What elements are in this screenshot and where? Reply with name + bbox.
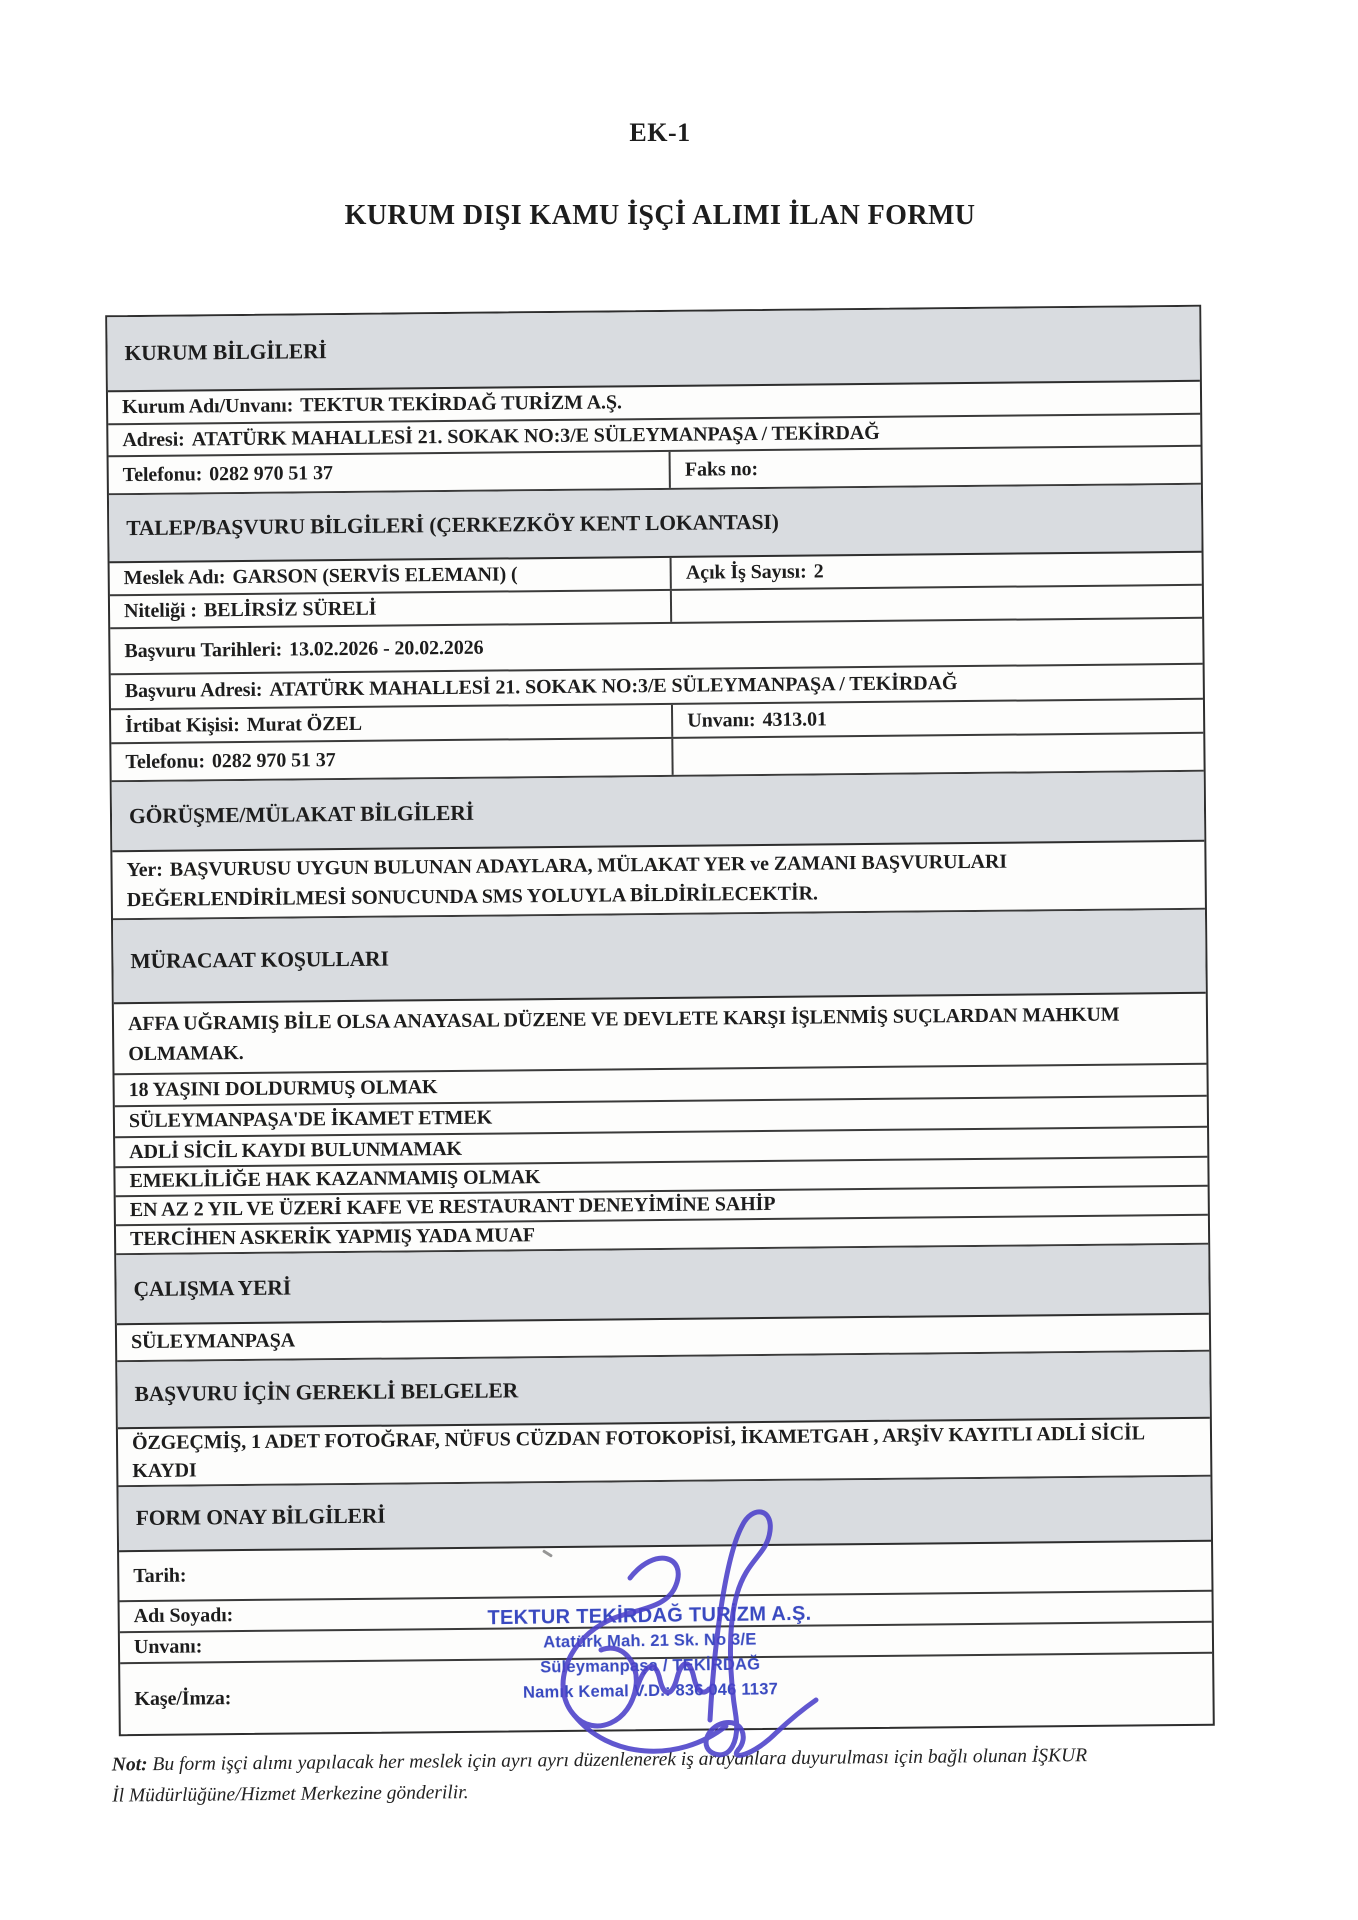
field-value: BELİRSİZ SÜRELİ — [203, 597, 377, 622]
field-value: 13.02.2026 - 20.02.2026 — [288, 636, 484, 661]
cell-faks — [669, 447, 1201, 488]
field-label: Kurum Adı/Unvanı: — [121, 394, 294, 419]
section-header-gorusme-mulakat — [112, 772, 1205, 852]
section-header-label: KURUM BİLGİLERİ — [124, 339, 327, 366]
section-header-form-onay — [118, 1477, 1211, 1552]
stamp-address-line2: Süleymanpaşa / TEKİRDAĞ — [540, 1655, 761, 1677]
section-header-label: BAŞVURU İÇİN GEREKLİ BELGELER — [134, 1378, 519, 1407]
field-label: Meslek Adı: — [123, 566, 226, 590]
kosul-text: SÜLEYMANPAŞA'DE İKAMET ETMEK — [128, 1106, 493, 1133]
field-label: Telefonu: — [122, 462, 203, 486]
field-label: Başvuru Tarihleri: — [124, 638, 283, 662]
stamp-company-name: TEKTUR TEKİRDAĞ TURİZM A.Ş. — [487, 1602, 812, 1630]
section-header-kurum-bilgileri — [107, 307, 1200, 392]
field-label: Faks no: — [684, 457, 759, 481]
section-header-label: ÇALIŞMA YERİ — [133, 1275, 292, 1301]
field-label: Açık İş Sayısı: — [685, 560, 807, 584]
row-mulakat-yer — [112, 842, 1205, 920]
footnote — [112, 1738, 1263, 1811]
cell-irtibat-kisisi — [111, 705, 671, 742]
kosul-text: EMEKLİLİĞE HAK KAZANMAMIŞ OLMAK — [129, 1166, 541, 1193]
form-table — [105, 305, 1215, 1736]
section-header-label: MÜRACAAT KOŞULLARI — [130, 946, 389, 973]
section-header-calisma-yeri — [116, 1245, 1209, 1325]
field-value: GARSON (SERVİS ELEMANI) ( — [232, 563, 518, 589]
stamp-tax-number: Namık Kemal V.D.: 836 046 1137 — [522, 1680, 779, 1702]
section-header-gerekli-belgeler — [117, 1352, 1210, 1429]
kosul-text: TERCİHEN ASKERİK YAPMIŞ YADA MUAF — [129, 1224, 536, 1251]
mulakat-yer-text — [126, 847, 1007, 915]
field-value: 2 — [813, 560, 824, 583]
field-value: 0282 970 51 37 — [209, 461, 333, 485]
field-label: Tarih: — [133, 1564, 187, 1587]
cell-empty — [671, 734, 1203, 775]
cell-telefon — [109, 452, 670, 493]
cell-meslek-adi — [110, 558, 670, 594]
section-header-muracaat-kosullari — [113, 910, 1206, 1004]
field-label: Telefonu: — [125, 749, 206, 773]
field-label: İrtibat Kişisi: — [125, 713, 240, 737]
field-label: Unvanı: — [133, 1635, 203, 1659]
field-label: Adresi: — [122, 428, 185, 451]
row-kosul-1 — [114, 994, 1207, 1075]
page-title: KURUM DIŞI KAMU İŞÇİ ALIMI İLAN FORMU — [344, 200, 976, 231]
kosul-text: AFFA UĞRAMIŞ BİLE OLSA ANAYASAL DÜZENE VE DEVLETE KARŞI İŞLENMİŞ SUÇLARDAN MAHKUM OLMAMAK. — [127, 1003, 1120, 1065]
cell-unvan-kodu — [671, 700, 1203, 737]
field-value: 4313.01 — [762, 707, 827, 731]
stamp-address-line1: Atatürk Mah. 21 Sk. No 3/E — [543, 1630, 757, 1652]
kosul-text: ADLİ SİCİL KAYDI BULUNMAMAK — [129, 1137, 463, 1163]
field-value: ATATÜRK MAHALLESİ 21. SOKAK NO:3/E SÜLEYMANPAŞA / TEKİRDAĞ — [269, 672, 958, 701]
belgeler-text: ÖZGEÇMİŞ, 1 ADET FOTOĞRAF, NÜFUS CÜZDAN FOTOKOPİSİ, İKAMETGAH , ARŞİV KAYITLI ADLİ SİCİL KAYDI — [131, 1422, 1146, 1483]
footnote-text: Bu form işçi alımı yapılacak her meslek için ayrı ayrı düzenlenerek iş arayanlara duyurulması için bağlı olunan İŞKUR İl Müdürlüğüne/Hizmet Merkezine gönderilir. — [112, 1744, 1088, 1807]
kosul-text: 18 YAŞINI DOLDURMUŞ OLMAK — [128, 1075, 438, 1101]
field-label: Niteliği : — [123, 599, 198, 623]
section-header-label: TALEP/BAŞVURU BİLGİLERİ (ÇERKEZKÖY KENT LOKANTASI) — [126, 509, 779, 540]
field-label: Unvanı: — [687, 708, 756, 732]
field-value: TEKTUR TEKİRDAĞ TURİZM A.Ş. — [300, 391, 622, 417]
field-label: Yer: — [126, 858, 163, 882]
footnote-prefix: Not: — [111, 1753, 148, 1776]
field-value: ATATÜRK MAHALLESİ 21. SOKAK NO:3/E SÜLEYMANPAŞA / TEKİRDAĞ — [191, 421, 880, 450]
field-value: 0282 970 51 37 — [211, 748, 336, 772]
field-label: Başvuru Adresi: — [124, 678, 263, 703]
field-label: Adı Soyadı: — [133, 1604, 234, 1628]
section-header-label: FORM ONAY BİLGİLERİ — [135, 1503, 386, 1531]
cell-acik-is-sayisi — [670, 553, 1202, 589]
cell-empty — [670, 586, 1202, 622]
row-belgeler-value — [118, 1419, 1211, 1487]
calisma-yeri-text: SÜLEYMANPAŞA — [130, 1329, 296, 1354]
section-header-talep-basvuru — [109, 485, 1202, 563]
kosul-text: EN AZ 2 YIL VE ÜZERİ KAFE VE RESTAURANT DENEYİMİNE SAHİP — [129, 1192, 776, 1222]
document-titles — [112, 118, 1208, 232]
field-value: BAŞVURUSU UYGUN BULUNAN ADAYLARA, MÜLAKAT YER ve ZAMANI BAŞVURULARI DEĞERLENDİRİLMESİ SONUCUNDA SMS YOLUYLA BİLDİRİLECEKTİR. — [126, 850, 1008, 912]
cell-niteligi — [110, 591, 670, 627]
field-value: Murat ÖZEL — [246, 712, 362, 736]
doc-code: EK-1 — [629, 118, 691, 147]
cell-talep-telefon — [111, 739, 672, 780]
company-stamp — [479, 1602, 820, 1707]
field-label: Kaşe/İmza: — [134, 1686, 232, 1710]
section-header-label: GÖRÜŞME/MÜLAKAT BİLGİLERİ — [128, 800, 475, 828]
